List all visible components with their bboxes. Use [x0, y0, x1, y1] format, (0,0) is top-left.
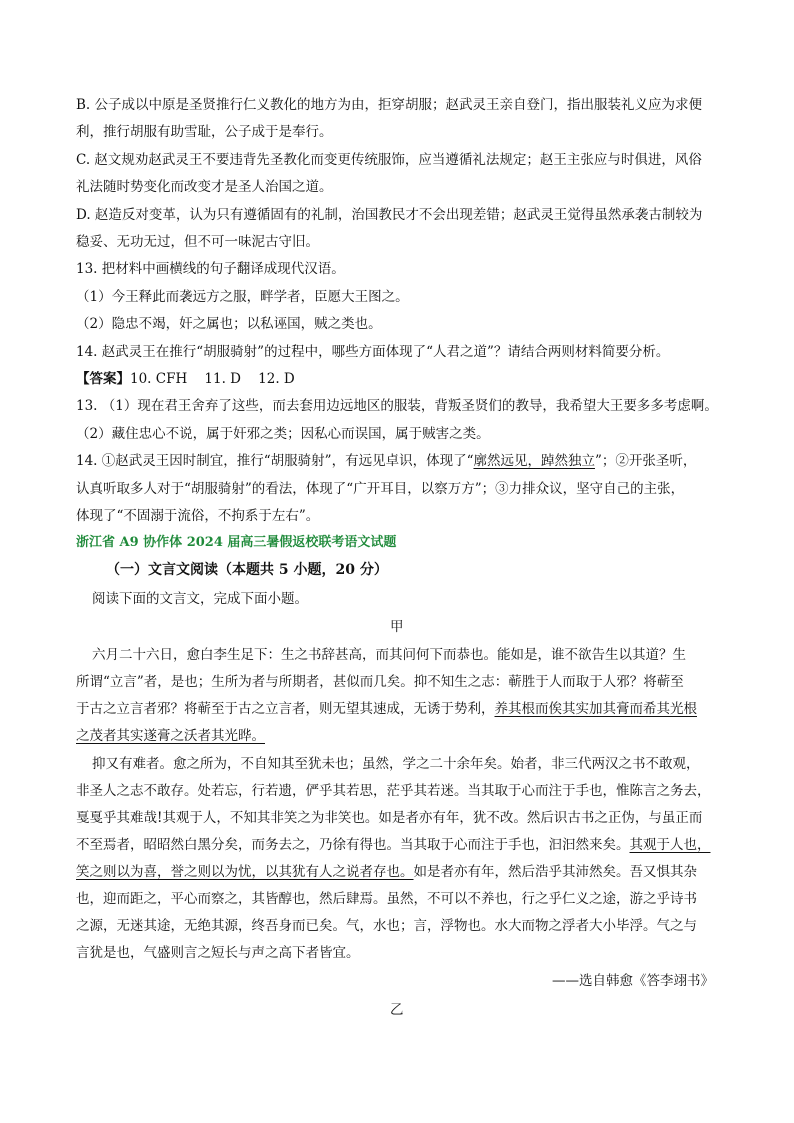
answer-choices: 10. CFH 11. D 12. D [130, 371, 295, 387]
passage-line: 于古之立言者邪？将蕲至于古之立言者，则无望其速成，无诱于势利，养其根而俟其实加其膏而希其光根 [76, 701, 697, 717]
passage-line: 言犹是也，气盛则言之短长与声之高下者皆宜。 [76, 945, 360, 961]
option-c-line-2: 礼法随时势变化而改变才是圣人治国之道。 [76, 179, 333, 195]
passage-line: 抑又有难者。愈之所为，不自知其至犹未也；虽然，学之二十余年矣。始者，非三代两汉之书不敢观， [92, 756, 700, 772]
option-d-line-1: D. 赵造反对变革，认为只有遵循固有的礼制，治国教民才不会出现差错；赵武灵王觉得虽然承袭古制较为 [76, 207, 703, 223]
question-13: 13. 把材料中画横线的句子翻译成现代汉语。 [76, 261, 345, 277]
passage-line: 不至焉者，昭昭然白黑分矣，而务去之，乃徐有得也。当其取于心而注于手也，汩汩然来矣。其观于人也， [76, 837, 711, 853]
passage-line: 之源，无迷其途，无绝其源，终吾身而已矣。气，水也；言，浮物也。水大而物之浮者大小毕浮。气之与 [76, 918, 697, 934]
underlined-sentence: 之茂者其实遂膏之沃者其光晔。 [76, 728, 265, 744]
answer-13-part-1: 13. （1）现在君王舍弃了这些，而去套用边远地区的服装，背叛圣贤们的教导，我希望大王要多多考虑啊。 [76, 398, 718, 414]
option-b-line-1: B. 公子成以中原是圣贤推行仁义教化的地方为由，拒穿胡服；赵武灵王亲自登门，指出服装礼义应为求便 [76, 97, 703, 113]
option-d-line-2: 稳妥、无功无过，但不可一味泥古守旧。 [76, 234, 319, 250]
source-citation: ——选自韩愈《答李翊书》 [552, 973, 714, 989]
underlined-sentence: 笑之则以为喜，誉之则以为忧，以其犹有人之说者存也。 [76, 864, 414, 880]
passage-line: 笑之则以为喜，誉之则以为忧，以其犹有人之说者存也。如是者亦有年，然后浩乎其沛然矣。吾又惧其杂 [76, 864, 697, 880]
underlined-sentence: 养其根而俟其实加其膏而希其光根 [494, 701, 697, 717]
section-title: （一）文言文阅读（本题共 5 小题，20 分） [106, 562, 388, 578]
option-b-line-2: 利，推行胡服有助雪耻，公子成于是奉行。 [76, 124, 333, 140]
passage-line: 戛戛乎其难哉!其观于人，不知其非笑之为非笑也。如是者亦有年，犹不改。然后识古书之正伪，与虽正而 [76, 810, 703, 826]
answer-line [76, 369, 295, 389]
passage-line: 非圣人之志不敢存。处若忘，行若遗，俨乎其若思，茫乎其若迷。当其取于心而注于手也，惟陈言之务去， [76, 783, 711, 799]
passage-line: 六月二十六日，愈白李生足下：生之书辞甚高，而其问何下而恭也。能如是，谁不欲告生以其道？生 [92, 647, 686, 663]
answer-13-part-2: （2）藏住忠心不说，属于奸邪之类；因私心而误国，属于贼害之类。 [76, 426, 490, 442]
question-14: 14. 赵武灵王在推行“胡服骑射”的过程中，哪些方面体现了“人君之道”？请结合两则材料简要分析。 [76, 344, 670, 360]
underlined-sentence: 其观于人也， [629, 837, 711, 853]
exam-title: 浙江省 A9 协作体 2024 届高三暑假返校联考语文试题 [76, 535, 397, 550]
text-label-jia: 甲 [390, 619, 404, 635]
question-13-part-2: （2）隐忠不竭，奸之属也；以私诬国，贼之类也。 [76, 316, 382, 332]
text-label-yi: 乙 [390, 1002, 404, 1018]
answer-14-line-1: 14. ①赵武灵王因时制宜，推行“胡服骑射”，有远见卓识，体现了“廓然远见，踔然独立”；②开张圣听， [76, 453, 697, 469]
answer-14-line-2: 认真听取多人对于“胡服骑射”的看法，体现了“广开耳目，以察万方”；③力排众议，坚守自己的主张， [76, 481, 685, 497]
question-13-part-1: （1）今王释此而袭远方之服，畔学者，臣愿大王图之。 [76, 289, 409, 305]
passage-line: 所谓“立言”者，是也；生所为者与所期者，甚似而几矣。抑不知生之志：蕲胜于人而取于人邪？将蕲至 [76, 674, 684, 690]
answer-tag: 【答案】 [76, 371, 130, 387]
underlined-phrase: 廓然远见，踔然独立 [473, 453, 595, 469]
passage-line [76, 726, 265, 746]
passage-line: 也，迎而距之，平心而察之，其皆醇也，然后肆焉。虽然，不可以不养也，行之乎仁义之途，游之乎诗书 [76, 891, 697, 907]
option-c-line-1: C. 赵文规劝赵武灵王不要违背先圣教化而变更传统服饰，应当遵循礼法规定；赵王主张应与时俱进，风俗 [76, 152, 702, 168]
answer-14-line-3: 体现了“不固溺于流俗，不拘系于左右”。 [76, 508, 320, 524]
instruction: 阅读下面的文言文，完成下面小题。 [92, 591, 308, 607]
